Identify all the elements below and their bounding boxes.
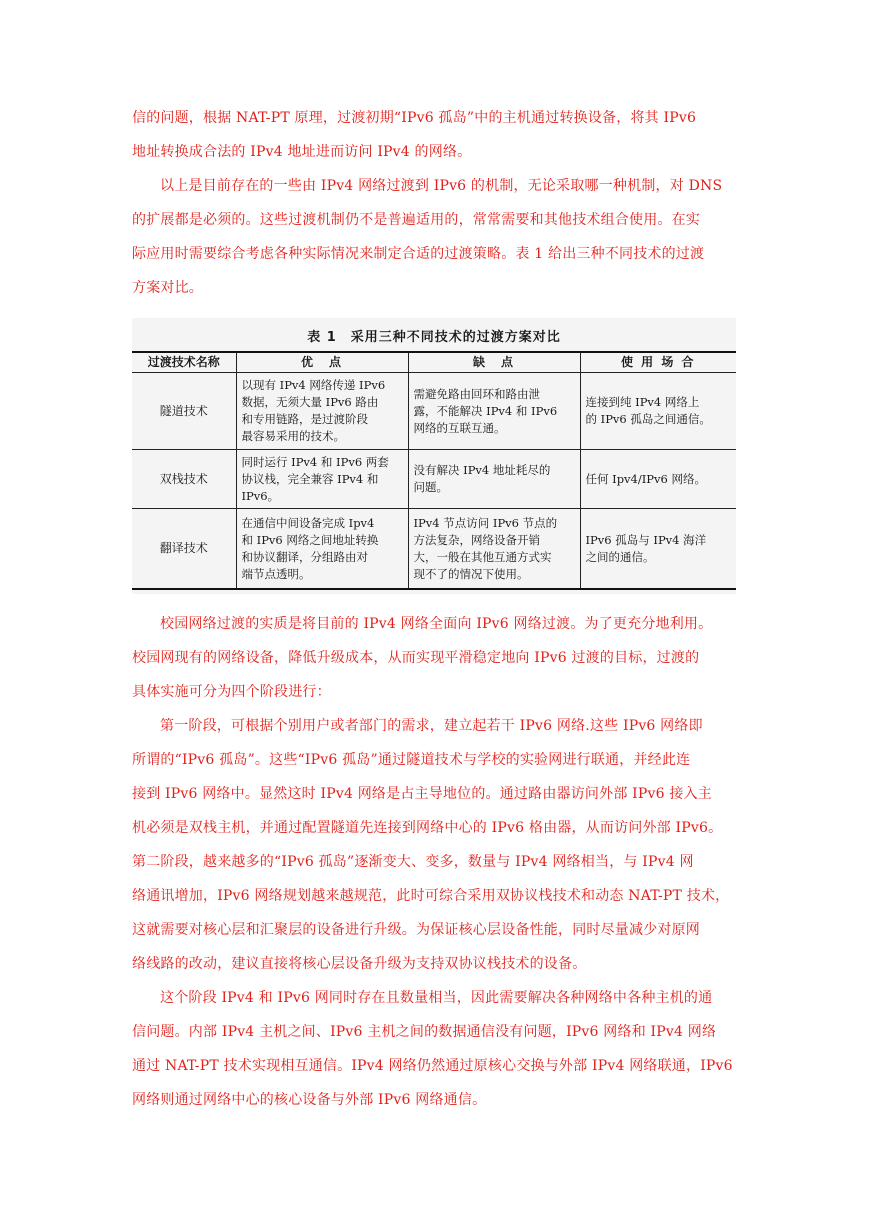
header-technology: 过渡技术名称 (132, 352, 236, 373)
cell-line: 和专用链路，是过渡阶段 (241, 412, 368, 426)
cell-technology-name: 双栈技术 (132, 450, 236, 509)
cell-line: 任何 Ipv4/IPv6 网络。 (585, 471, 706, 486)
text-line: 际应用时需要综合考虑各种实际情况来制定合适的过渡策略。表 1 给出三种不同技术的过渡 (132, 246, 705, 262)
cell-line: 问题。 (413, 480, 448, 494)
cell-line: 数据，无须大量 IPv6 路由 (241, 395, 379, 409)
header-pros: 优 点 (236, 352, 408, 373)
cell-line: 大，一般在其他互通方式实 (413, 549, 552, 564)
cell-usage (580, 509, 736, 590)
cell-pros (236, 509, 408, 590)
table-row (132, 373, 736, 450)
cell-usage (580, 373, 736, 450)
cell-line: 和协议翻译，分组路由对 (241, 549, 368, 564)
header-cons: 缺 点 (408, 352, 580, 373)
comparison-table (132, 351, 736, 590)
text-line: 校园网络过渡的实质是将目前的 IPv4 网络全面向 IPv6 网络过渡。为了更充分地利用。 (160, 616, 713, 632)
cell-line: 连接到纯 IPv4 网络上 (585, 395, 700, 409)
cell-line: 没有解决 IPv4 地址耗尽的 (413, 463, 551, 477)
cell-technology-name: 隧道技术 (132, 373, 236, 450)
cell-line: 最容易采用的技术。 (241, 429, 345, 443)
cell-usage (580, 450, 736, 509)
text-line: 络通讯增加，IPv6 网络规划越来越规范，此时可综合采用双协议栈技术和动态 NAT-PT 技术， (132, 888, 730, 904)
cell-technology-name: 翻译技术 (132, 509, 236, 590)
cell-cons (408, 450, 580, 509)
text-line: 网络则通过网络中心的核心设备与外部 IPv6 网络通信。 (132, 1092, 487, 1108)
comparison-table-figure (132, 318, 736, 594)
cell-pros (236, 373, 408, 450)
text-line: 信问题。内部 IPv4 主机之间、IPv6 主机之间的数据通信没有问题，IPv6 网络和 IPv4 网络 (132, 1024, 717, 1040)
cell-line: 协议栈，完全兼容 IPv4 和 (241, 471, 379, 486)
text-line: 方案对比。 (132, 280, 203, 296)
cell-line: 同时运行 IPv4 和 IPv6 两套 (241, 454, 389, 469)
table-title: 表 1 采用三种不同技术的过渡方案对比 (307, 330, 561, 345)
text-line: 具体实施可分为四个阶段进行： (132, 684, 331, 700)
cell-line: 的 IPv6 孤岛之间通信。 (585, 412, 711, 426)
text-line: 校园网现有的网络设备，降低升级成本，从而实现平滑稳定地向 IPv6 过渡的目标，过渡的 (132, 650, 700, 666)
cell-line: 以现有 IPv4 网络传递 IPv6 (241, 378, 386, 392)
cell-line: IPv6。 (241, 488, 280, 503)
cell-line: 露，不能解决 IPv4 和 IPv6 (413, 403, 558, 418)
text-line: 以上是目前存在的一些由 IPv4 网络过渡到 IPv6 的机制，无论采取哪一种机制，对 DNS (160, 178, 723, 194)
cell-cons (408, 373, 580, 450)
cell-cons (408, 509, 580, 590)
cell-line: 端节点透明。 (241, 566, 311, 581)
header-usage: 使 用 场 合 (580, 352, 736, 373)
text-line: 第一阶段，可根据个别用户或者部门的需求，建立起若干 IPv6 网络.这些 IPv6 网络即 (160, 718, 703, 734)
table-row (132, 509, 736, 590)
cell-pros (236, 450, 408, 509)
text-line: 的扩展都是必须的。这些过渡机制仍不是普遍适用的，常常需要和其他技术组合使用。在实 (132, 212, 700, 228)
text-line: 通过 NAT-PT 技术实现相互通信。IPv4 网络仍然通过原核心交换与外部 IPv4 网络联通，IPv6 (132, 1058, 733, 1074)
paragraph-campus-transition (132, 607, 738, 709)
text-line: 接到 IPv6 网络中。显然这时 IPv4 网络是占主导地位的。通过路由器访问外部 IPv6 接入主 (132, 786, 712, 802)
table-row (132, 450, 736, 509)
text-line: 络线路的改动，建议直接将核心层设备升级为支持双协议栈技术的设备。 (132, 956, 587, 972)
cell-line: 现不了的情况下使用。 (413, 566, 529, 581)
cell-line: IPv4 节点访问 IPv6 节点的 (413, 515, 558, 530)
cell-line: 之间的通信。 (585, 549, 655, 564)
text-line: 第二阶段，越来越多的“IPv6 孤岛”逐渐变大、变多，数量与 IPv4 网络相当，与 IPv4 网 (132, 854, 694, 870)
text-line: 地址转换成合法的 IPv4 地址进而访问 IPv4 的网络。 (132, 144, 472, 160)
cell-line: 方法复杂，网络设备开销 (413, 532, 540, 547)
cell-line: 需避免路由回环和路由泄 (413, 386, 540, 401)
paragraph-nat-pt (132, 101, 738, 169)
text-line: 这就需要对核心层和汇聚层的设备进行升级。为保证核心层设备性能，同时尽量减少对原网 (132, 922, 700, 938)
paragraph-mechanisms-summary (132, 169, 738, 305)
cell-line: 在通信中间设备完成 Ipv4 (241, 515, 375, 530)
text-line: 信的问题，根据 NAT-PT 原理，过渡初期“IPv6 孤岛”中的主机通过转换设备，将其 IPv6 (132, 110, 697, 126)
cell-line: 网络的互联互通。 (413, 420, 506, 435)
cell-line: 和 IPv6 网络之间地址转换 (241, 532, 379, 547)
table-header-row (132, 352, 736, 373)
paragraph-phases (132, 709, 738, 981)
text-line: 这个阶段 IPv4 和 IPv6 网同时存在且数量相当，因此需要解决各种网络中各种主机的通 (160, 990, 713, 1006)
text-line: 所谓的“IPv6 孤岛”。这些“IPv6 孤岛”通过隧道技术与学校的实验网进行联通，并经此连 (132, 752, 691, 768)
cell-line: IPv6 孤岛与 IPv4 海洋 (585, 532, 707, 547)
paragraph-coexistence (132, 981, 738, 1117)
text-line: 机必须是双栈主机，并通过配置隧道先连接到网络中心的 IPv6 格由器，从而访问外部 IPv6。 (132, 820, 723, 836)
